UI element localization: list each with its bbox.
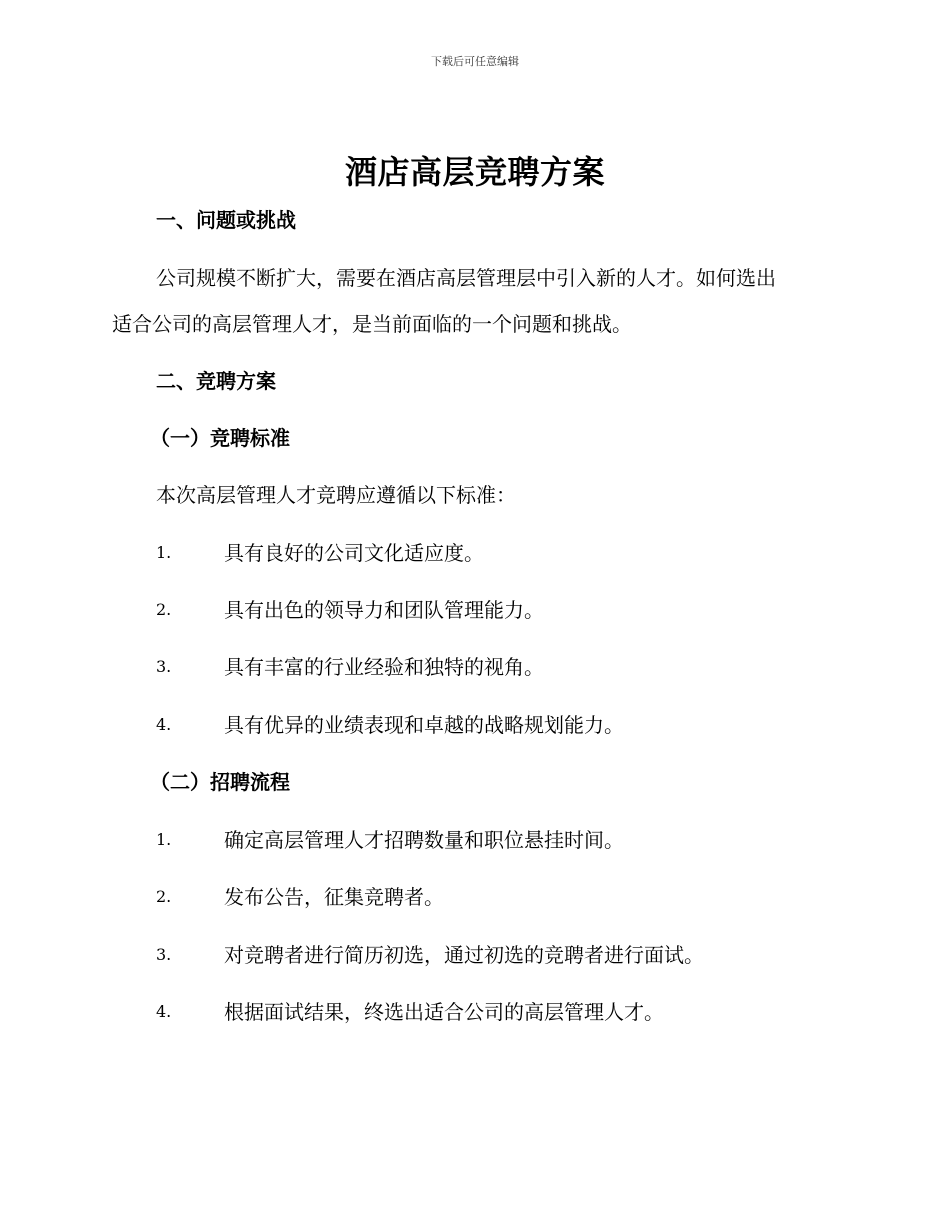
- list-number: 4.: [156, 715, 172, 734]
- list-text: 确定高层管理人才招聘数量和职位悬挂时间。: [224, 828, 624, 852]
- list-number: 2.: [156, 887, 172, 906]
- list-text: 具有出色的领导力和团队管理能力。: [224, 598, 544, 622]
- list-number: 3.: [156, 657, 172, 676]
- list-number: 4.: [156, 1002, 172, 1021]
- document-title: 酒店高层竞聘方案: [344, 153, 605, 191]
- section-heading-challenge: 一、问题或挑战: [156, 208, 296, 232]
- list-number: 1.: [156, 543, 172, 562]
- section-heading-plan: 二、竞聘方案: [156, 369, 276, 393]
- subsection-heading-standards: （一）竞聘标准: [150, 426, 290, 450]
- standards-intro: 本次高层管理人才竞聘应遵循以下标准：: [156, 483, 516, 507]
- list-text: 具有优异的业绩表现和卓越的战略规划能力。: [224, 713, 624, 737]
- paragraph-line: 公司规模不断扩大，需要在酒店高层管理层中引入新的人才。如何选出: [156, 266, 776, 290]
- list-text: 对竞聘者进行简历初选，通过初选的竞聘者进行面试。: [224, 943, 704, 967]
- header-note: 下载后可任意编辑: [431, 55, 519, 68]
- list-text: 具有丰富的行业经验和独特的视角。: [224, 655, 544, 679]
- list-text: 具有良好的公司文化适应度。: [224, 541, 484, 565]
- list-number: 2.: [156, 600, 172, 619]
- paragraph-line: 适合公司的高层管理人才，是当前面临的一个问题和挑战。: [112, 312, 632, 336]
- list-text: 发布公告，征集竞聘者。: [224, 885, 444, 909]
- list-text: 根据面试结果，终选出适合公司的高层管理人才。: [224, 1000, 664, 1024]
- subsection-heading-process: （二）招聘流程: [150, 770, 290, 794]
- list-number: 3.: [156, 945, 172, 964]
- list-number: 1.: [156, 830, 172, 849]
